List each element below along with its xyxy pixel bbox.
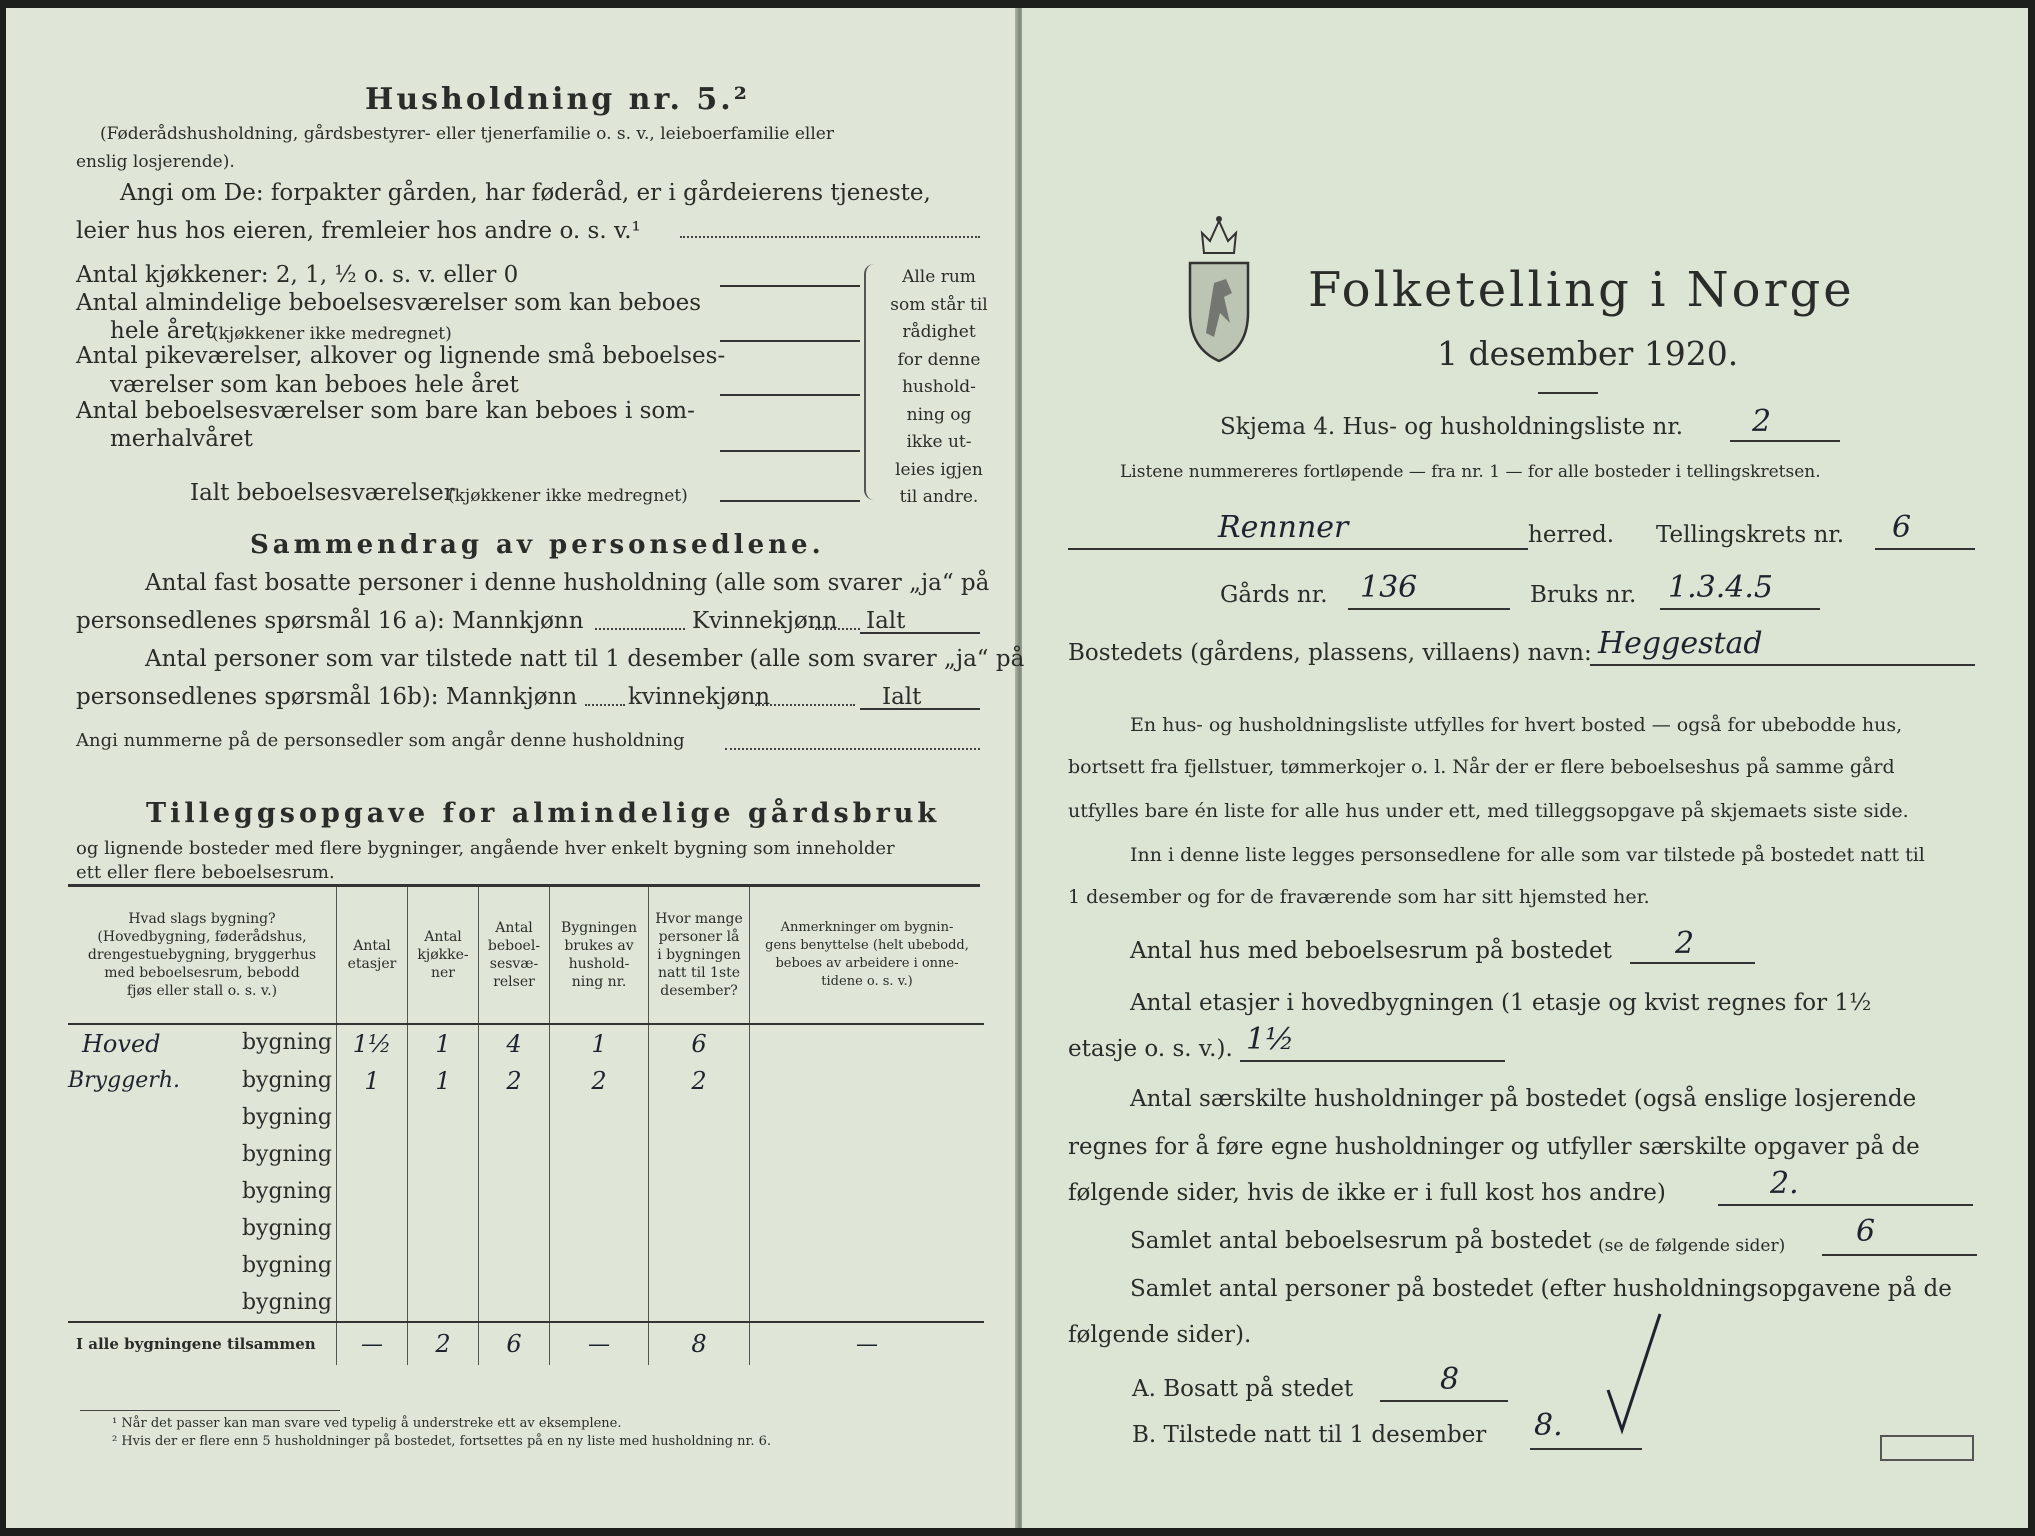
side-note-line: til andre. <box>899 487 979 507</box>
side-note-line: ning og <box>906 404 972 425</box>
cell-husholdning[interactable] <box>550 1284 649 1322</box>
header-rom: Antal beboel- sesvæ- relser <box>479 887 550 1024</box>
row-type-cell[interactable] <box>68 1136 337 1173</box>
cell-rom[interactable] <box>479 1099 550 1136</box>
gards-label: Gårds nr. <box>1220 582 1328 608</box>
samlet-rom-note: (se de følgende sider) <box>1598 1236 1786 1256</box>
til-ialt-label: Ialt <box>882 684 922 710</box>
angi-text-2: leier hus hos eieren, fremleier hos andre o. s. v.¹ <box>76 218 641 244</box>
herred-name: Rennner <box>1218 510 1349 545</box>
tilstede-value: 8. <box>1534 1408 1563 1443</box>
header-kjokkener: Antal kjøkke- ner <box>408 887 479 1024</box>
etasjer-field[interactable] <box>1240 1060 1505 1062</box>
side-note-line: ikke ut- <box>906 432 972 452</box>
cell-personer[interactable]: 6 <box>649 1024 750 1062</box>
fast-ialt-field[interactable] <box>860 632 980 634</box>
hus-value: 2 <box>1675 926 1695 961</box>
header-personer: Hvor mange personer lå i bygningen natt til 1ste desember? <box>649 887 750 1024</box>
skjema-field[interactable] <box>1730 440 1840 442</box>
household-title: Husholdning nr. 5.² <box>365 82 750 117</box>
para1-line1: En hus- og husholdningsliste utfylles for hvert bosted — også for ubebodde hus, <box>1130 714 1903 736</box>
cell-personer[interactable] <box>649 1099 750 1136</box>
para2-line1: Inn i denne liste legges personsedlene for alle som var tilstede på bostedet natt til <box>1130 844 1925 866</box>
ialt-field[interactable] <box>720 500 860 502</box>
footnote-2: ² Hvis der er flere enn 5 husholdninger på bostedet, fortsettes på en ny liste med husholdning nr. 6. <box>112 1434 772 1449</box>
cell-etasjer[interactable] <box>337 1099 408 1136</box>
til-kvinne-label: kvinnekjønn <box>628 684 771 710</box>
sum-personer[interactable]: 8 <box>649 1322 750 1365</box>
cell-personer[interactable] <box>649 1210 750 1247</box>
table-row <box>68 1173 984 1210</box>
table-row <box>68 1099 984 1136</box>
til-kvinne-field[interactable] <box>755 704 855 706</box>
pike-label-2: værelser som kan beboes hele året <box>110 372 519 398</box>
cell-rom[interactable]: 4 <box>479 1024 550 1062</box>
bygning-label: bygning <box>241 1216 332 1241</box>
cell-etasjer[interactable]: 1½ <box>337 1024 408 1062</box>
cell-kjokkener[interactable]: 1 <box>408 1024 479 1062</box>
handwritten-type: Bryggerh. <box>68 1068 180 1093</box>
cell-anmerkninger[interactable] <box>750 1247 985 1284</box>
table-header-row <box>68 887 984 1024</box>
cell-anmerkninger[interactable] <box>750 1173 985 1210</box>
bosatt-label: A. Bosatt på stedet <box>1132 1376 1354 1402</box>
cell-rom[interactable] <box>479 1284 550 1322</box>
listene-text: Listene nummereres fortløpende — fra nr. 1 — for alle bosteder i tellingskretsen. <box>1120 462 1821 482</box>
cell-anmerkninger[interactable] <box>750 1284 985 1322</box>
header-etasjer: Antal etasjer <box>337 887 408 1024</box>
intro-text-2: enslig losjerende). <box>76 152 235 172</box>
til-ialt-field[interactable] <box>860 708 980 710</box>
hus-field[interactable] <box>1630 962 1755 964</box>
krets-field[interactable] <box>1875 548 1975 550</box>
almindelige-note: (kjøkkener ikke medregnet) <box>212 324 452 344</box>
cell-kjokkener[interactable] <box>408 1247 479 1284</box>
cell-rom[interactable] <box>479 1136 550 1173</box>
tillegg-text-2: ett eller flere beboelsesrum. <box>76 862 335 883</box>
almindelige-field[interactable] <box>720 340 860 342</box>
para1-line2: bortsett fra fjellstuer, tømmerkojer o. l. Når der er flere beboelseshus på samme gård <box>1068 756 1895 778</box>
cell-husholdning[interactable] <box>550 1247 649 1284</box>
table-row <box>68 1024 984 1062</box>
bygning-label: bygning <box>241 1142 332 1167</box>
sommer-label-2: merhalvåret <box>110 426 253 452</box>
census-title: Folketelling i Norge <box>1308 262 1855 318</box>
kjokkener-label: Antal kjøkkener: 2, 1, ½ o. s. v. eller 0 <box>76 262 519 288</box>
sum-etasjer[interactable]: — <box>337 1322 408 1365</box>
tilstede-field[interactable] <box>1530 1448 1642 1450</box>
sommer-field[interactable] <box>720 450 860 452</box>
para2-line2: 1 desember og for de fraværende som har sitt hjemsted her. <box>1068 886 1650 908</box>
bosted-label: Bostedets (gårdens, plassens, villaens) navn: <box>1068 640 1592 666</box>
sum-rom[interactable]: 6 <box>479 1322 550 1365</box>
saerskilte-value: 2. <box>1770 1166 1799 1201</box>
cell-anmerkninger[interactable] <box>750 1136 985 1173</box>
header-anmerkninger: Anmerkninger om bygnin- gens benyttelse (helt ubebodd, beboes av arbeidere i onne- tidene o. s. v.) <box>750 887 985 1024</box>
bygning-label: bygning <box>241 1253 332 1278</box>
cell-husholdning[interactable] <box>550 1099 649 1136</box>
footnote-rule <box>80 1410 340 1411</box>
cell-personer[interactable] <box>649 1284 750 1322</box>
ialt-label: Ialt beboelsesværelser <box>190 480 455 506</box>
skjema-label: Skjema 4. Hus- og husholdningsliste nr. <box>1220 414 1684 440</box>
intro-text: (Føderådshusholdning, gårdsbestyrer- eller tjenerfamilie o. s. v., leieboerfamilie eller <box>100 124 834 144</box>
handwritten-type: Hoved <box>82 1029 161 1058</box>
row-type-cell[interactable] <box>68 1024 337 1062</box>
nummer-field[interactable] <box>725 748 980 750</box>
sum-anmerkninger[interactable]: — <box>750 1322 985 1365</box>
printer-stamp-icon <box>1880 1435 1974 1461</box>
bygning-label: bygning <box>241 1029 332 1055</box>
row-type-cell[interactable] <box>68 1210 337 1247</box>
cell-etasjer[interactable] <box>337 1173 408 1210</box>
cell-anmerkninger[interactable] <box>750 1024 985 1062</box>
coat-of-arms-icon <box>1184 213 1254 363</box>
nummer-text: Angi nummerne på de personsedler som angår denne husholdning <box>76 730 685 751</box>
cell-kjokkener[interactable] <box>408 1136 479 1173</box>
krets-label: Tellingskrets nr. <box>1656 522 1845 548</box>
cell-husholdning[interactable]: 1 <box>550 1024 649 1062</box>
row-type-cell[interactable] <box>68 1062 337 1099</box>
cell-etasjer[interactable] <box>337 1210 408 1247</box>
cell-etasjer[interactable] <box>337 1136 408 1173</box>
tilstede-label: B. Tilstede natt til 1 desember <box>1132 1422 1487 1448</box>
angi-text: Angi om De: forpakter gården, har føderåd, er i gårdeierens tjeneste, <box>120 180 931 206</box>
cell-kjokkener[interactable] <box>408 1099 479 1136</box>
sum-label: I alle bygningene tilsammen <box>68 1322 337 1365</box>
pike-field[interactable] <box>720 394 860 396</box>
table-row <box>68 1284 984 1322</box>
para1-line3: utfylles bare én liste for alle hus under ett, med tilleggsopgave på skjemaets siste side. <box>1068 800 1909 822</box>
saerskilte-field[interactable] <box>1718 1204 1973 1206</box>
bosatt-value: 8 <box>1440 1362 1460 1397</box>
bosatt-field[interactable] <box>1380 1400 1508 1402</box>
samlet-rom-value: 6 <box>1856 1214 1876 1249</box>
cell-rom[interactable]: 2 <box>479 1062 550 1099</box>
fast-mann-field[interactable] <box>595 628 685 630</box>
cell-rom[interactable] <box>479 1173 550 1210</box>
bosted-field[interactable] <box>1590 664 1975 666</box>
checkmark-icon <box>1600 1310 1680 1440</box>
tillegg-title: Tilleggsopgave for almindelige gårdsbruk <box>146 798 941 829</box>
fast-kvinne-field[interactable] <box>815 628 860 630</box>
bruks-field[interactable] <box>1660 608 1820 610</box>
cell-husholdning[interactable] <box>550 1173 649 1210</box>
sum-row <box>68 1322 984 1365</box>
row-type-cell[interactable] <box>68 1173 337 1210</box>
table-row <box>68 1136 984 1173</box>
samlet-rom-label: Samlet antal beboelsesrum på bostedet <box>1130 1228 1592 1254</box>
footnote-1: ¹ Når det passer kan man svare ved typelig å understreke ett av eksemplene. <box>112 1416 622 1431</box>
bruks-nr: 1.3.4.5 <box>1668 570 1773 605</box>
row-type-cell[interactable] <box>68 1284 337 1322</box>
almindelige-label-2: hele året <box>110 318 215 344</box>
bruks-label: Bruks nr. <box>1530 582 1637 608</box>
sum-husholdning[interactable]: — <box>550 1322 649 1365</box>
cell-kjokkener[interactable] <box>408 1210 479 1247</box>
side-note-line: leies igjen <box>895 459 983 480</box>
brace <box>864 264 878 500</box>
side-note-line: rådighet <box>902 322 976 342</box>
cell-rom[interactable] <box>479 1247 550 1284</box>
bygning-label: bygning <box>241 1290 332 1315</box>
til-mann-field[interactable] <box>585 704 625 706</box>
bygning-label: bygning <box>241 1105 332 1130</box>
building-table <box>68 887 984 1365</box>
samlet-pers-label-2: følgende sider). <box>1068 1322 1252 1348</box>
cell-husholdning[interactable]: 2 <box>550 1062 649 1099</box>
bosted-name: Heggestad <box>1598 626 1763 661</box>
etasjer-label: Antal etasjer i hovedbygningen (1 etasje og kvist regnes for 1½ <box>1130 990 1872 1016</box>
angi-answer-line[interactable] <box>680 236 980 238</box>
saerskilte-label: Antal særskilte husholdninger på bostedet (også enslige losjerende <box>1130 1086 1917 1112</box>
fast-ialt-label: Ialt <box>866 608 906 634</box>
samlet-pers-label: Samlet antal personer på bostedet (efter husholdningsopgavene på de <box>1130 1276 1952 1302</box>
etasjer-value: 1½ <box>1246 1022 1295 1057</box>
cell-personer[interactable] <box>649 1136 750 1173</box>
bygning-label: bygning <box>241 1068 332 1093</box>
cell-etasjer[interactable] <box>337 1247 408 1284</box>
header-type: Hvad slags bygning? (Hovedbygning, føderådshus, drengestuebygning, bryggerhus med beboelsesrum, bebodd fjøs eller stall o. s. v.) <box>68 887 337 1024</box>
saerskilte-label-3: følgende sider, hvis de ikke er i full kost hos andre) <box>1068 1180 1666 1206</box>
cell-etasjer[interactable] <box>337 1284 408 1322</box>
table-row <box>68 1247 984 1284</box>
gards-nr: 136 <box>1360 570 1418 605</box>
tilstede-text: Antal personer som var tilstede natt til 1 desember (alle som svarer „ja“ på <box>145 646 1025 672</box>
samlet-rom-field[interactable] <box>1822 1254 1977 1256</box>
cell-husholdning[interactable] <box>550 1210 649 1247</box>
header-husholdning: Bygningen brukes av hushold- ning nr. <box>550 887 649 1024</box>
cell-anmerkninger[interactable] <box>750 1062 985 1099</box>
sum-kjokkener[interactable]: 2 <box>408 1322 479 1365</box>
cell-personer[interactable]: 2 <box>649 1062 750 1099</box>
krets-nr: 6 <box>1892 510 1912 545</box>
cell-rom[interactable] <box>479 1210 550 1247</box>
kjokkener-field[interactable] <box>720 285 860 287</box>
fast-kvinne-label: Kvinnekjønn <box>692 608 838 634</box>
cell-anmerkninger[interactable] <box>750 1099 985 1136</box>
gards-field[interactable] <box>1348 608 1510 610</box>
cell-husholdning[interactable] <box>550 1136 649 1173</box>
cell-personer[interactable] <box>649 1247 750 1284</box>
herred-label: herred. <box>1528 522 1615 548</box>
cell-personer[interactable] <box>649 1173 750 1210</box>
herred-field[interactable] <box>1068 548 1528 550</box>
side-note-line: som står til <box>890 294 988 315</box>
tilstede-text-2: personsedlenes spørsmål 16b): Mannkjønn <box>76 684 578 710</box>
row-type-cell[interactable] <box>68 1247 337 1284</box>
side-note-line: Alle rum <box>902 267 976 287</box>
almindelige-label: Antal almindelige beboelsesværelser som kan beboes <box>76 290 702 316</box>
saerskilte-label-2: regnes for å føre egne husholdninger og utfyller særskilte opgaver på de <box>1068 1134 1920 1160</box>
table-row <box>68 1210 984 1247</box>
cell-kjokkener[interactable] <box>408 1173 479 1210</box>
cell-anmerkninger[interactable] <box>750 1210 985 1247</box>
bygning-label: bygning <box>241 1179 332 1204</box>
side-note-line: for denne <box>897 349 981 370</box>
summary-title: Sammendrag av personsedlene. <box>250 530 825 560</box>
cell-etasjer[interactable]: 1 <box>337 1062 408 1099</box>
side-note <box>884 264 994 512</box>
sommer-label: Antal beboelsesværelser som bare kan beboes i som- <box>76 398 695 424</box>
cell-kjokkener[interactable]: 1 <box>408 1062 479 1099</box>
side-note-line: hushold- <box>902 377 976 397</box>
ialt-note: (kjøkkener ikke medregnet) <box>448 486 688 506</box>
census-date: 1 desember 1920. <box>1437 334 1739 373</box>
pike-label: Antal pikeværelser, alkover og lignende små beboelses- <box>76 343 726 369</box>
etasjer-label-2: etasje o. s. v.). <box>1068 1036 1233 1062</box>
row-type-cell[interactable] <box>68 1099 337 1136</box>
hus-label: Antal hus med beboelsesrum på bostedet <box>1130 938 1612 964</box>
cell-kjokkener[interactable] <box>408 1284 479 1322</box>
fast-text-2: personsedlenes spørsmål 16 a): Mannkjønn <box>76 608 584 634</box>
skjema-nr: 2 <box>1752 404 1772 439</box>
tillegg-text: og lignende bosteder med flere bygninger, angående hver enkelt bygning som inneholder <box>76 838 895 859</box>
table-row <box>68 1062 984 1099</box>
title-rule <box>1538 392 1598 394</box>
fast-text: Antal fast bosatte personer i denne husholdning (alle som svarer „ja“ på <box>145 570 990 596</box>
